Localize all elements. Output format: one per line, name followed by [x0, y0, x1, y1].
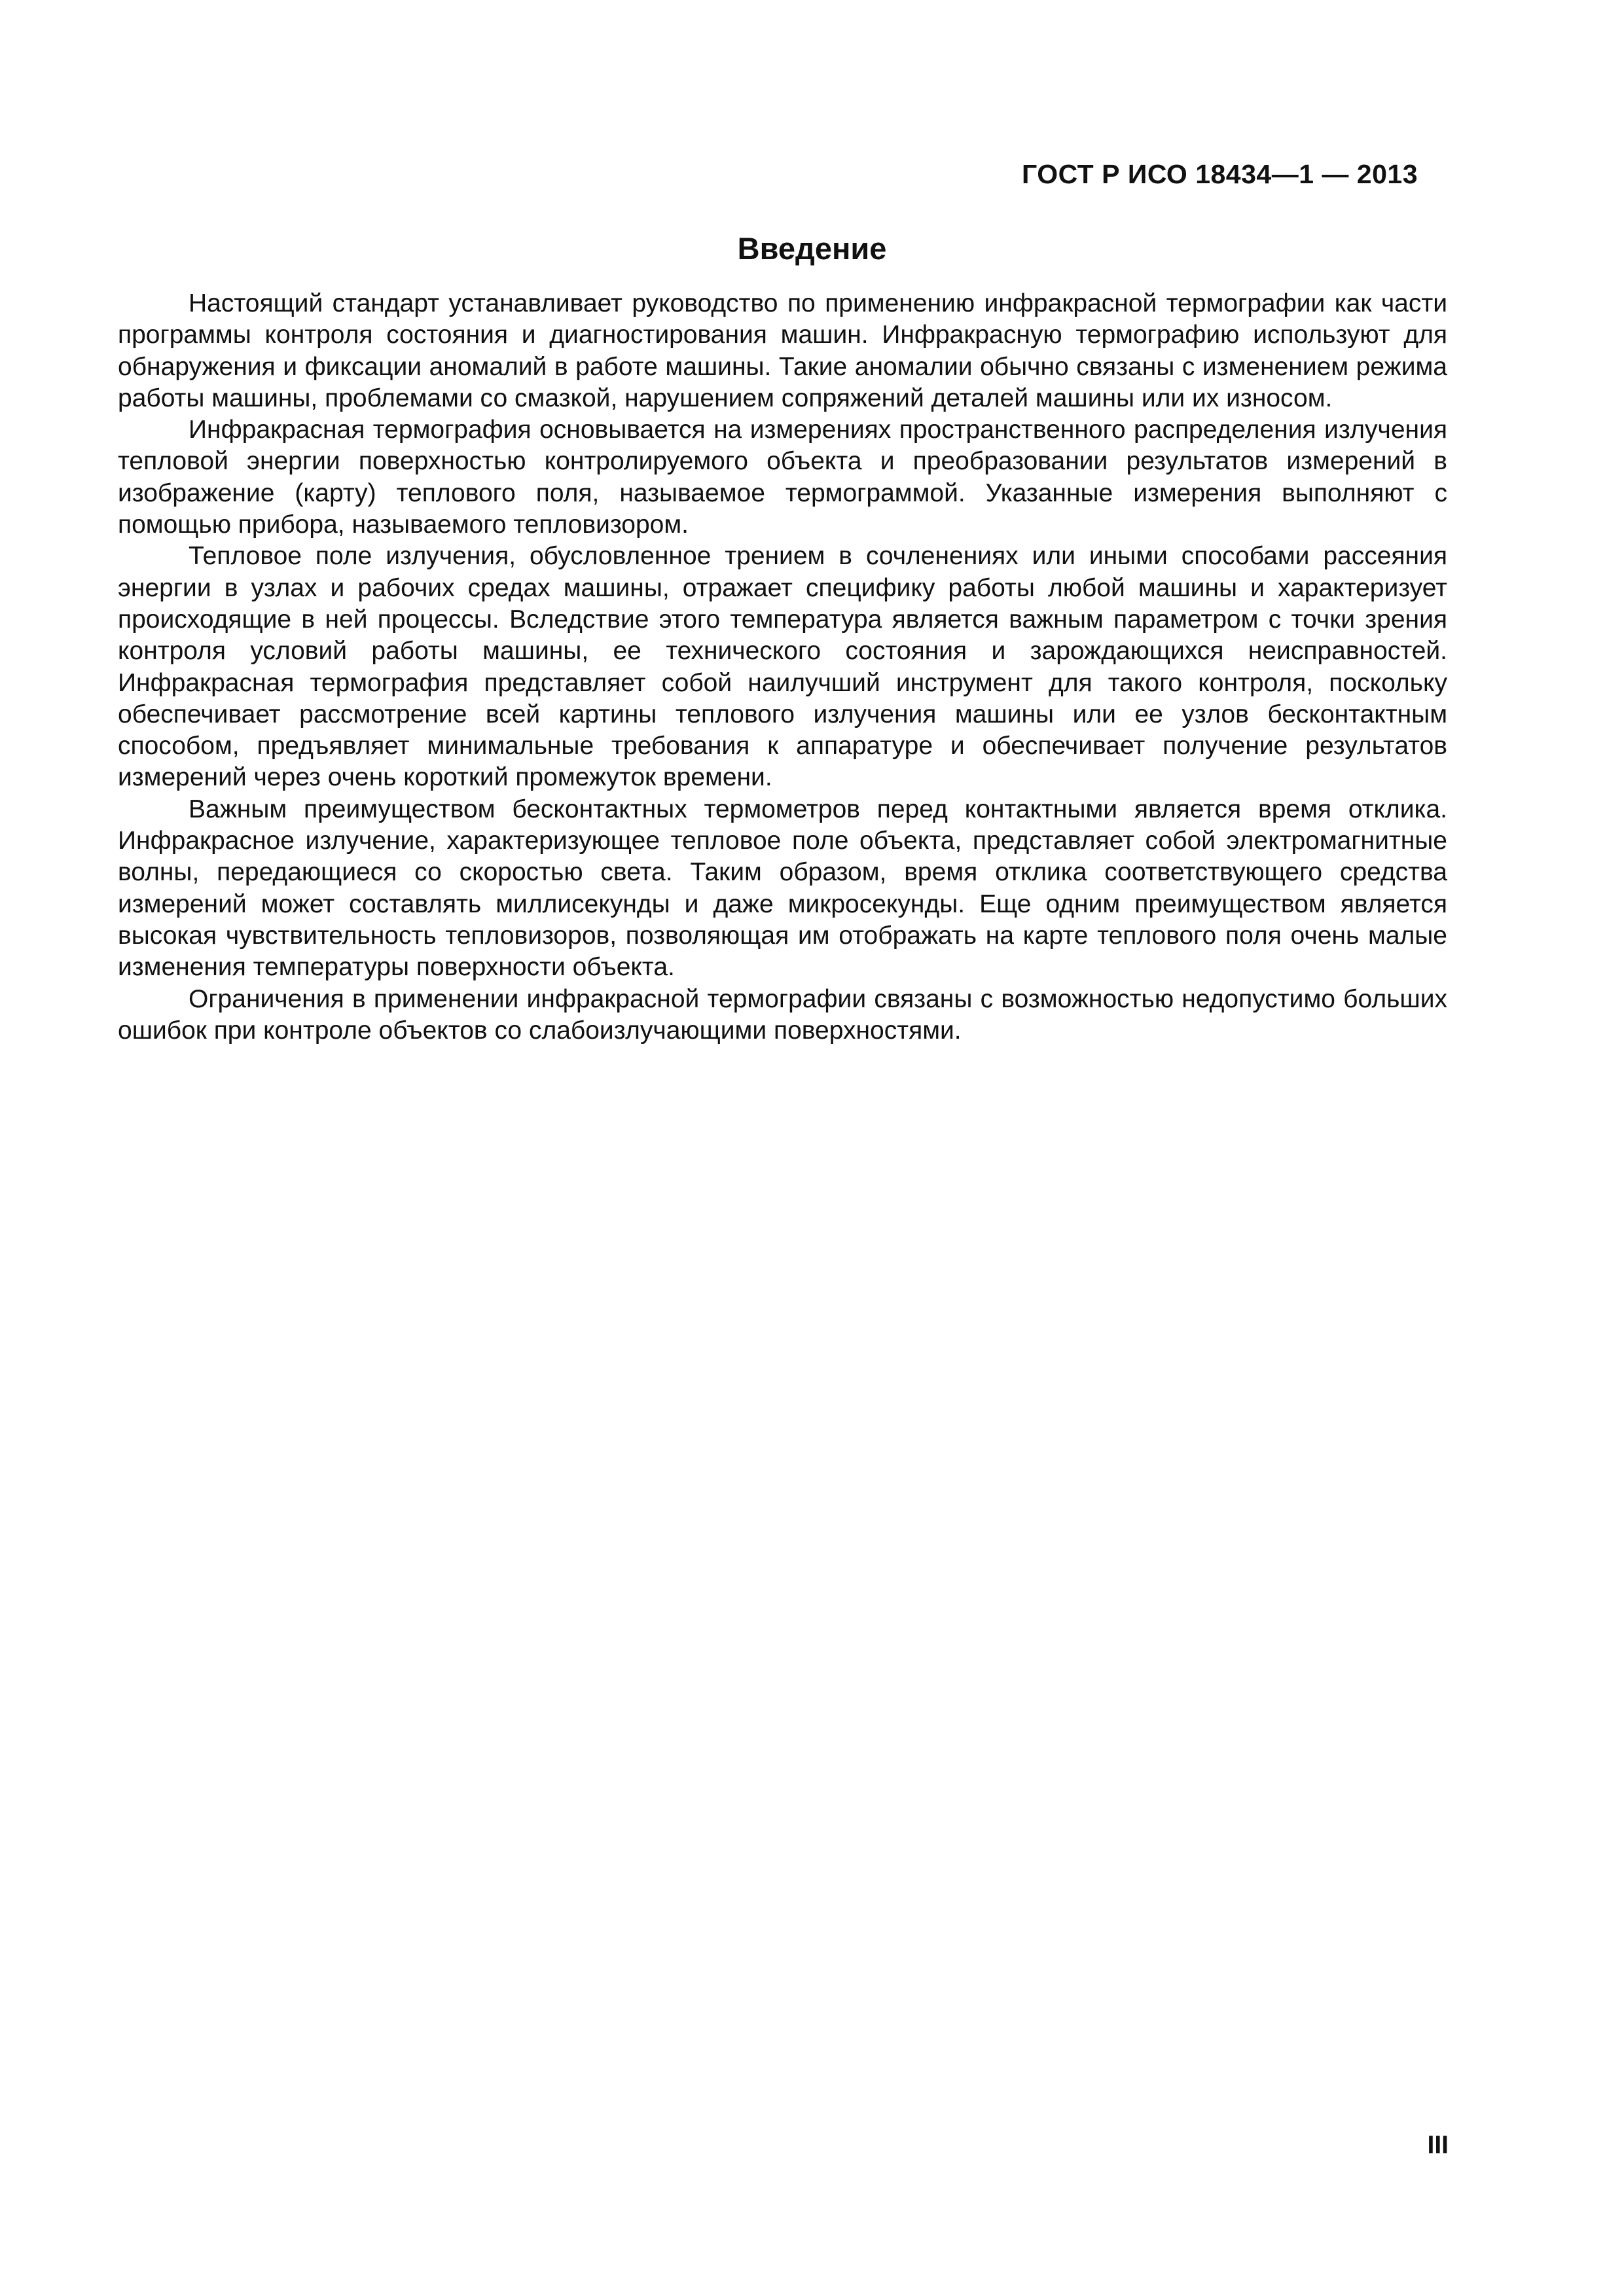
- paragraph: Инфракрасная термография основывается на измерениях пространственного распределения излучения тепловой энергии поверхностью контролируемого объекта и преобразовании результатов измерений в изображение (карту) теплового поля, называемое термограммой. Указанные измерения выполняют с помощью прибора, называемого тепловизором.: [118, 416, 1447, 539]
- page-number: III: [1427, 2131, 1449, 2159]
- paragraph: Настоящий стандарт устанавливает руководство по применению инфракрасной термографии как части программы контроля состояния и диагностирования машин. Инфракрасную термографию используют для обнаружения и фиксации аномалий в работе машины. Такие аномалии обычно связаны с изменением режима работы машины, проблемами со смазкой, нарушением сопряжений деталей машины или их износом.: [118, 289, 1447, 412]
- section-title: Введение: [737, 231, 887, 266]
- introduction-body: [118, 288, 1447, 1047]
- paragraph: Ограничения в применении инфракрасной термографии связаны с возможностью недопустимо больших ошибок при контроле объектов со слабоизлучающими поверхностями.: [118, 984, 1447, 1045]
- paragraph: Тепловое поле излучения, обусловленное трением в сочленениях или иными способами рассеяния энергии в узлах и рабочих средах машины, отражает специфику работы любой машины и характеризует происходящие в ней процессы. Вследствие этого температура является важным параметром с точки зрения контроля условий работы машины, ее технического состояния и зарождающихся неисправностей. Инфракрасная термография представляет собой наилучший инструмент для такого контроля, поскольку обеспечивает рассмотрение всей картины теплового излучения машины или ее узлов бесконтактным способом, предъявляет минимальные требования к аппаратуре и обеспечивает получение результатов измерений через очень короткий промежуток времени.: [118, 542, 1447, 792]
- paragraph: Важным преимуществом бесконтактных термометров перед контактными является время отклика. Инфракрасное излучение, характеризующее тепловое поле объекта, представляет собой электромагнитные волны, передающиеся со скоростью света. Таким образом, время отклика соответствующего средства измерений может составлять миллисекунды и даже микросекунды. Еще одним преимуществом является высокая чувствительность тепловизоров, позволяющая им отображать на карте теплового поля очень малые изменения температуры поверхности объекта.: [118, 795, 1447, 982]
- document-code: ГОСТ Р ИСО 18434—1 — 2013: [1022, 159, 1418, 189]
